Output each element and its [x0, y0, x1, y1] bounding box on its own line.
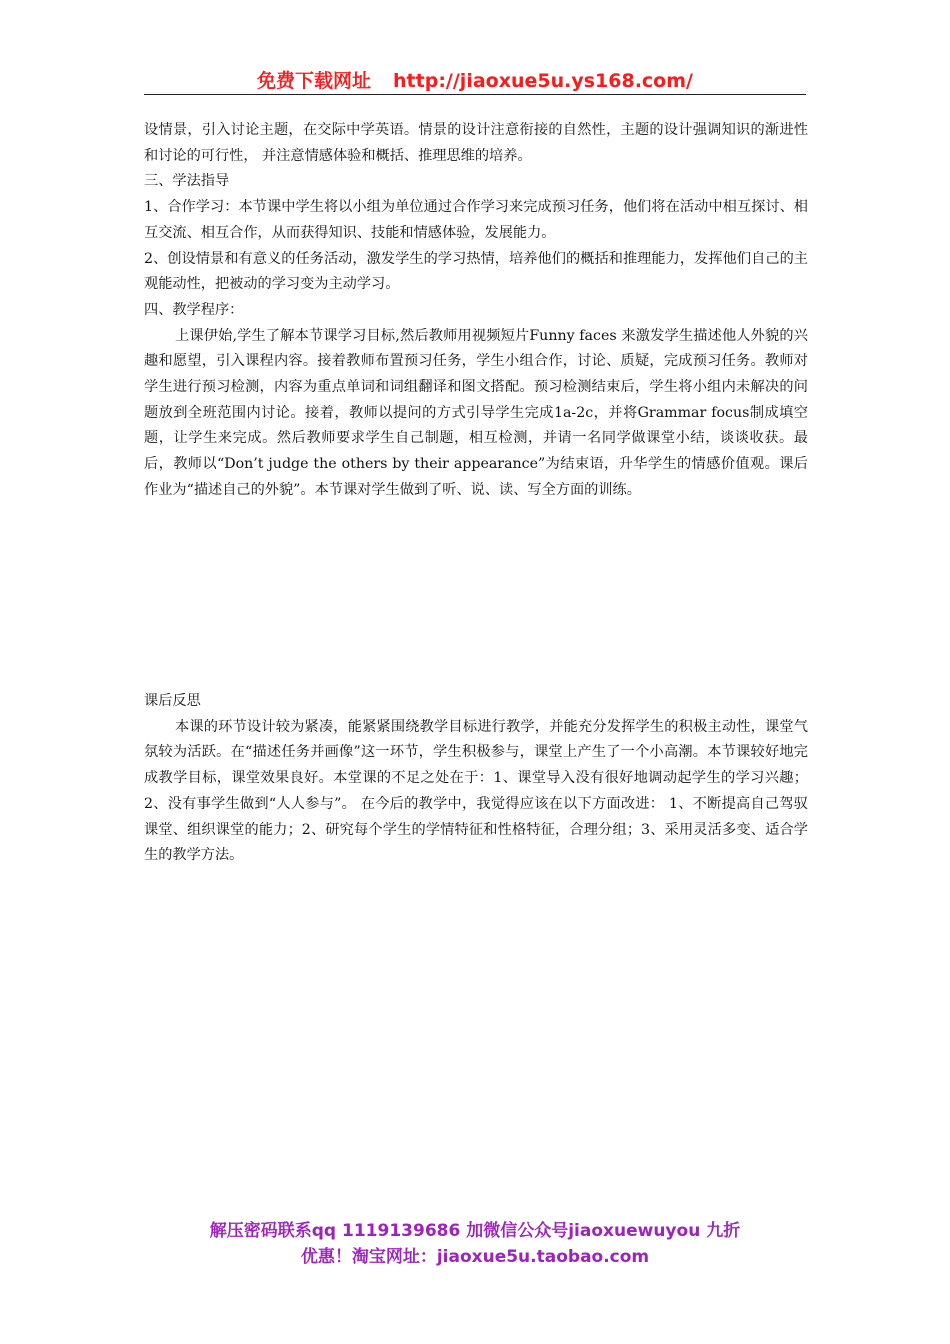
- page-header: [144, 66, 806, 95]
- header-url-link[interactable]: http://jiaoxue5u.ys168.com/: [393, 70, 693, 92]
- footer-line-1: 解压密码联系qq 1119139686 加微信公众号jiaoxuewuyou 九折: [209, 1221, 741, 1241]
- paragraph-scenario: 设情景，引入讨论主题，在交际中学英语。情景的设计注意衔接的自然性，主题的设计强调知识的渐进性和讨论的可行性， 并注意情感体验和概括、推理思维的培养。: [144, 122, 808, 164]
- footer-line-2: 优惠！淘宝网址：jiaoxue5u.taobao.com: [300, 1247, 650, 1267]
- reflection-section: [144, 689, 808, 869]
- paragraph-procedure: 上课伊始,学生了解本节课学习目标,然后教师用视频短片Funny faces 来激发学生描述他人外貌的兴趣和愿望，引入课程内容。接着教师布置预习任务，学生小组合作，讨论、质疑，完成预习任务。教师对学生进行预习检测，内容为重点单词和词组翻译和图文搭配。预习检测结束后，学生将小组内未解决的问题放到全班范围内讨论。接着，教师以提问的方式引导学生完成1a-2c，并将Grammar focus制成填空题，让学生来完成。然后教师要求学生自己制题，相互检测，并请一名同学做课堂小结，谈谈收获。最后，教师以“Don’t judge the others by their appearance”为结束语，升华学生的情感价值观。课后作业为“描述自己的外貌”。本节课对学生做到了听、说、读、写全方面的训练。: [144, 327, 808, 498]
- header-label: 免费下载网址: [257, 70, 372, 92]
- reflection-paragraph: 本课的环节设计较为紧凑，能紧紧围绕教学目标进行教学，并能充分发挥学生的积极主动性，课堂气氛较为活跃。在“描述任务并画像”这一环节，学生积极参与，课堂上产生了一个小高潮。本节课较好地完成教学目标，课堂效果良好。本堂课的不足之处在于：1、课堂导入没有很好地调动起学生的学习兴趣；2、没有事学生做到“人人参与”。 在今后的教学中，我觉得应该在以下方面改进： 1、不断提高自己驾驭课堂、组织课堂的能力；2、研究每个学生的学情特征和性格特征，合理分组；3、采用灵活多变、适合学生的教学方法。: [144, 718, 808, 864]
- page-footer: [144, 1218, 806, 1270]
- lesson-body: [144, 118, 808, 504]
- section-heading-procedure: 四、教学程序：: [144, 301, 244, 318]
- reflection-title: 课后反思: [144, 693, 201, 709]
- section-heading-study-method: 三、学法指导: [144, 173, 230, 190]
- paragraph-cooperative-learning: 1、合作学习：本节课中学生将以小组为单位通过合作学习来完成预习任务，他们将在活动中相互探讨、相互交流、相互合作，从而获得知识、技能和情感体验，发展能力。: [144, 199, 808, 241]
- paragraph-task-activities: 2、创设情景和有意义的任务活动，激发学生的学习热情，培养他们的概括和推理能力，发挥他们自己的主观能动性，把被动的学习变为主动学习。: [144, 250, 808, 293]
